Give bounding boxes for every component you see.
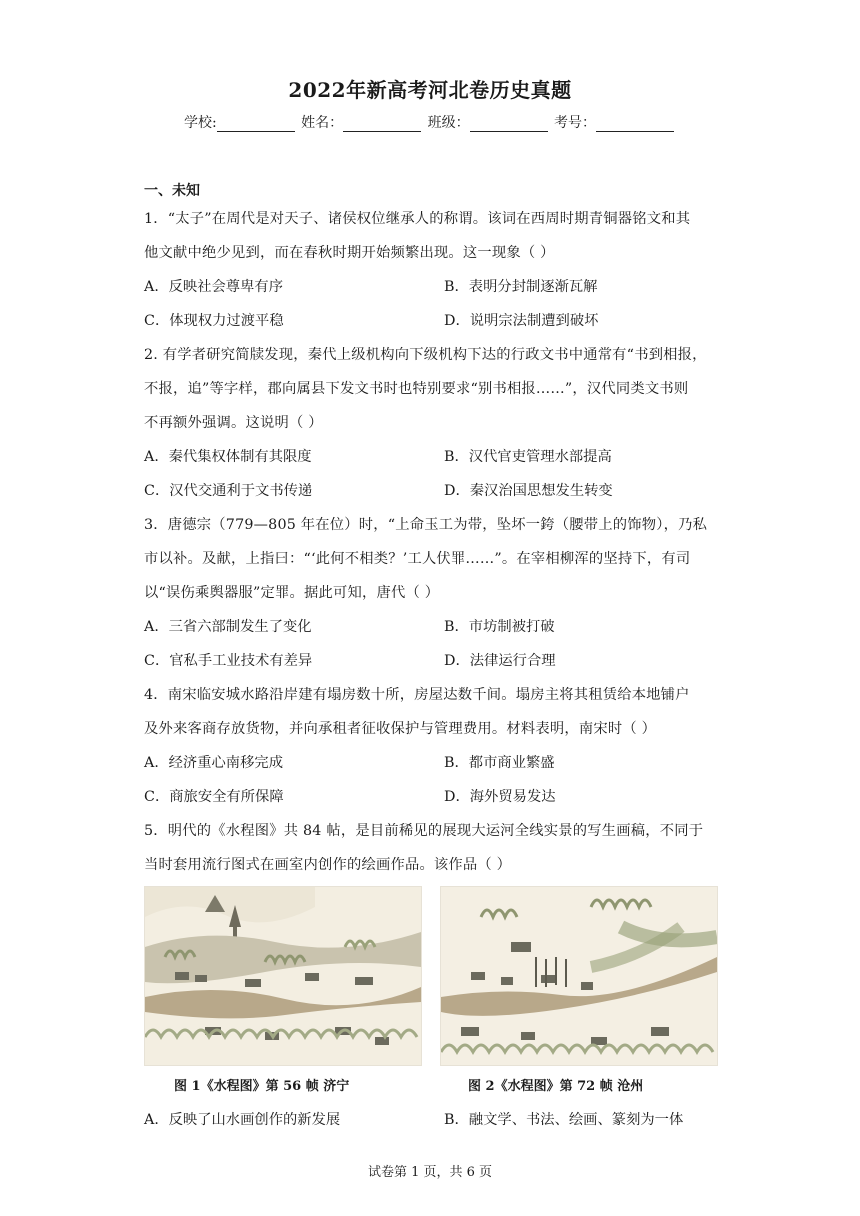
question-4-line-2: 及外来客商存放货物，并向承租者征收保护与管理费用。材料表明，南宋时（ ） — [144, 721, 657, 737]
question-5-line-2: 当时套用流行图式在画室内创作的绘画作品。该作品（ ） — [144, 857, 512, 873]
name-label: 姓名： — [301, 115, 344, 131]
section-title: 一、未知 — [144, 183, 200, 199]
class-blank[interactable] — [470, 117, 548, 132]
q1-option-a[interactable]: A．反映社会尊卑有序 — [144, 279, 283, 295]
q3-option-a[interactable]: A．三省六部制发生了变化 — [144, 619, 312, 635]
question-3-line-1: 3．唐德宗（779—805 年在位）时，“上命玉工为带，坠坏一銙（腰带上的饰物），乃私 — [144, 517, 708, 533]
question-3-line-2: 市以补。及献，上指曰：“‘此何不相类？’工人伏罪……”。在宰相柳浑的坚持下，有司 — [144, 551, 691, 567]
page-footer: 试卷第 1 页，共 6 页 — [367, 1165, 493, 1180]
exam-no-label: 考号： — [554, 115, 597, 131]
figure-2-caption: 图 2《水程图》第 72 帧 沧州 — [468, 1079, 644, 1094]
school-blank[interactable] — [217, 117, 295, 132]
question-2-line-3: 不再额外强调。这说明（ ） — [144, 415, 323, 431]
exam-title: 2022年新高考河北卷历史真题 — [288, 78, 572, 102]
question-5-line-1: 5．明代的《水程图》共 84 帖，是目前稀见的展现大运河全线实景的写生画稿，不同于 — [144, 823, 704, 839]
student-info-line — [0, 112, 860, 132]
q1-option-c[interactable]: C．体现权力过渡平稳 — [144, 313, 284, 329]
q3-option-b[interactable]: B．市坊制被打破 — [444, 619, 555, 635]
question-3-line-3: 以“误伤乘舆器服”定罪。据此可知，唐代（ ） — [144, 585, 440, 601]
question-1-line-1: 1．“太子”在周代是对天子、诸侯权位继承人的称谓。该词在西周时期青铜器铭文和其 — [144, 211, 691, 227]
q3-option-c[interactable]: C．官私手工业技术有差异 — [144, 653, 313, 669]
figure-2-painting-image — [440, 886, 718, 1066]
question-1-line-2: 他文献中绝少见到，而在春秋时期开始频繁出现。这一现象（ ） — [144, 245, 555, 261]
name-blank[interactable] — [343, 117, 421, 132]
exam-no-blank[interactable] — [596, 117, 674, 132]
question-2-line-1: 2. 有学者研究简牍发现，秦代上级机构向下级机构下达的行政文书中通常有“书到相报， — [144, 347, 707, 363]
q5-option-b[interactable]: B．融文学、书法、绘画、篆刻为一体 — [444, 1112, 684, 1128]
q4-option-d[interactable]: D．海外贸易发达 — [444, 789, 556, 805]
figure-1-caption: 图 1《水程图》第 56 帧 济宁 — [174, 1079, 350, 1094]
q2-option-d[interactable]: D．秦汉治国思想发生转变 — [444, 483, 613, 499]
q1-option-b[interactable]: B．表明分封制逐渐瓦解 — [444, 279, 598, 295]
q2-option-b[interactable]: B．汉代官吏管理水部提高 — [444, 449, 612, 465]
q4-option-c[interactable]: C．商旅安全有所保障 — [144, 789, 284, 805]
school-label: 学校: — [183, 115, 217, 131]
q2-option-c[interactable]: C．汉代交通利于文书传递 — [144, 483, 313, 499]
q3-option-d[interactable]: D．法律运行合理 — [444, 653, 556, 669]
question-2-line-2: 不报，追”等字样，郡向属县下发文书时也特别要求“别书相报……”，汉代同类文书则 — [144, 381, 689, 397]
q2-option-a[interactable]: A．秦代集权体制有其限度 — [144, 449, 312, 465]
q4-option-b[interactable]: B．都市商业繁盛 — [444, 755, 555, 771]
figure-1-painting-image — [144, 886, 422, 1066]
q4-option-a[interactable]: A．经济重心南移完成 — [144, 755, 283, 771]
class-label: 班级： — [427, 115, 470, 131]
q1-option-d[interactable]: D．说明宗法制遭到破坏 — [444, 313, 599, 329]
q5-option-a[interactable]: A．反映了山水画创作的新发展 — [144, 1112, 341, 1128]
question-4-line-1: 4．南宋临安城水路沿岸建有塌房数十所，房屋达数千间。塌房主将其租赁给本地铺户 — [144, 687, 690, 703]
